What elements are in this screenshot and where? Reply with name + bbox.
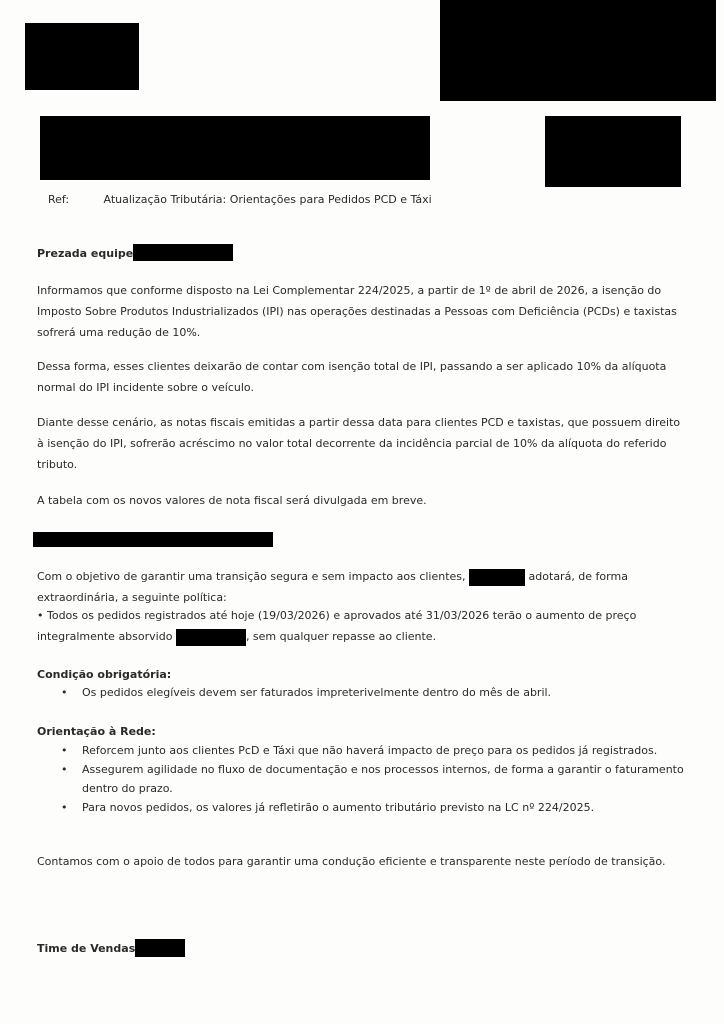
bullet-dot: • bbox=[61, 801, 68, 814]
bullet-dot: • bbox=[61, 763, 68, 776]
network-heading: Orientação à Rede: bbox=[37, 725, 156, 738]
signature-text: Time de Vendas bbox=[37, 942, 136, 955]
redacted-logo-left bbox=[25, 23, 139, 90]
greeting bbox=[37, 243, 685, 264]
condition-item-1: Os pedidos elegíveis devem ser faturados impreterivelmente dentro do mês de abril. bbox=[82, 686, 552, 699]
ref-subject: Atualização Tributária: Orientações para Pedidos PCD e Táxi bbox=[103, 193, 432, 206]
paragraph-2: Dessa forma, esses clientes deixarão de contar com isenção total de IPI, passando a ser aplicado 10% da alíquota normal do IPI incidente sobre o veículo. bbox=[37, 360, 667, 394]
list-item bbox=[37, 798, 685, 817]
policy-bullet-end: , sem qualquer repasse ao cliente. bbox=[245, 630, 437, 643]
policy-intro-end: adotará, de forma extraordinária, a seguinte política: bbox=[37, 570, 628, 604]
signature bbox=[37, 938, 685, 959]
network-item-2: Assegurem agilidade no fluxo de documentação e nos processos internos, de forma a garantir o faturamento dentro do prazo. bbox=[82, 763, 684, 795]
redacted-section-heading bbox=[33, 532, 273, 547]
reference-line bbox=[48, 193, 432, 206]
network-list bbox=[37, 741, 685, 817]
redacted-header-right bbox=[440, 0, 716, 101]
greeting-text: Prezada equipe bbox=[37, 247, 134, 260]
paragraph-4: A tabela com os novos valores de nota fiscal será divulgada em breve. bbox=[37, 494, 427, 507]
paragraph-1: Informamos que conforme disposto na Lei Complementar 224/2025, a partir de 1º de abril de 2026, a isenção do Imposto Sobre Produtos Industrializados (IPI) nas operações destinadas a Pessoas com Deficiência (PCDs) e taxistas sofrerá uma redução de 10%. bbox=[37, 284, 677, 339]
list-item bbox=[37, 760, 685, 798]
network-item-3: Para novos pedidos, os valores já refletirão o aumento tributário previsto na LC nº 224/2025. bbox=[82, 801, 595, 814]
network-item-1: Reforcem junto aos clientes PcD e Táxi que não haverá impacto de preço para os pedidos já registrados. bbox=[82, 744, 658, 757]
list-item bbox=[37, 683, 685, 702]
policy-intro bbox=[37, 566, 685, 608]
redacted-company-inline bbox=[469, 569, 525, 586]
redacted-date-block bbox=[545, 116, 681, 187]
policy-bullet bbox=[37, 605, 685, 647]
redacted-company-name bbox=[133, 244, 233, 261]
redacted-address-block bbox=[40, 116, 430, 180]
closing-paragraph: Contamos com o apoio de todos para garantir uma condução eficiente e transparente neste período de transição. bbox=[37, 855, 666, 868]
paragraph-3: Diante desse cenário, as notas fiscais emitidas a partir dessa data para clientes PCD e taxistas, que possuem direito à isenção do IPI, sofrerão acréscimo no valor total decorrente da incidência parcial de 10% da alíquota do referido tributo. bbox=[37, 416, 681, 471]
policy-bullet-start: • Todos os pedidos registrados até hoje (19/03/2026) e aprovados até 31/03/2026 terão o aumento de preço integralmente absorvido bbox=[37, 609, 637, 643]
bullet-dot: • bbox=[61, 686, 68, 699]
redacted-company-inline-2 bbox=[176, 629, 246, 646]
condition-heading: Condição obrigatória: bbox=[37, 668, 172, 681]
condition-list bbox=[37, 683, 685, 702]
policy-intro-start: Com o objetivo de garantir uma transição segura e sem impacto aos clientes, bbox=[37, 570, 466, 583]
bullet-dot: • bbox=[61, 744, 68, 757]
ref-label: Ref: bbox=[48, 193, 70, 206]
redacted-signature-company bbox=[135, 939, 185, 957]
list-item bbox=[37, 741, 685, 760]
